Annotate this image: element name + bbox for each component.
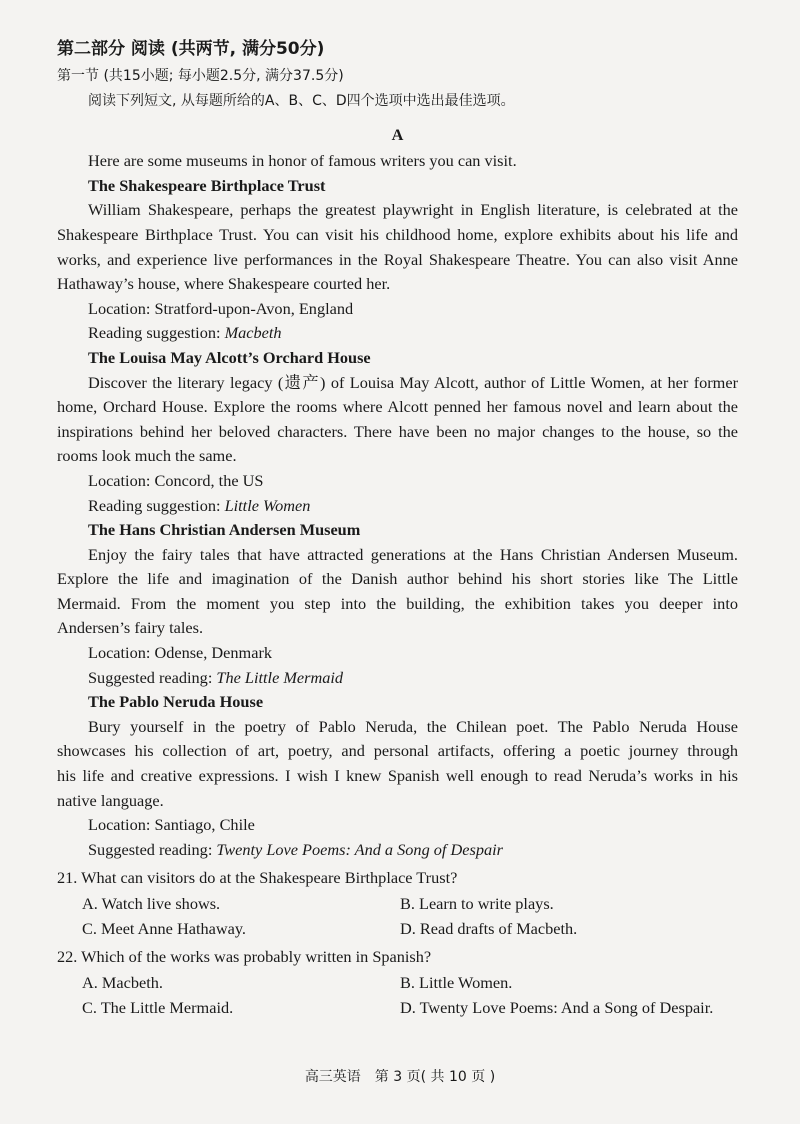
paragraph-line: works, and experience live performances in the Royal Shakespeare Theatre. You can also visit Anne — [57, 249, 738, 269]
reading-suggestion — [57, 321, 738, 346]
page-footer: 高三英语 第 3 页( 共 10 页 ) — [304, 1069, 496, 1085]
option-row — [57, 891, 738, 916]
paragraph-line: his life and creative expressions. I wish I knew Spanish well enough to read Neruda’s works in his — [57, 766, 738, 786]
answer-option: A. Watch live shows. — [82, 894, 221, 913]
reading-suggestion — [57, 494, 738, 519]
paragraph-line: native language. — [57, 790, 164, 810]
paragraph-line: Mermaid. From the moment you step into the building, the exhibition takes you deeper into — [57, 593, 738, 613]
question-stem: 22. Which of the works was probably written in Spanish? — [57, 947, 432, 966]
museum-heading — [57, 690, 738, 715]
museum-location: Location: Concord, the US — [88, 470, 264, 490]
museum-heading — [57, 346, 738, 371]
museum-name: The Shakespeare Birthplace Trust — [88, 175, 326, 195]
reading-title: The Little Mermaid — [216, 667, 344, 687]
paragraph-line: showcases his collection of art, poetry, and personal artifacts, offering a poetic journey through — [57, 741, 738, 761]
option-row — [57, 970, 738, 995]
museum-name: The Louisa May Alcott’s Orchard House — [88, 347, 371, 367]
reading-suggestion — [57, 666, 738, 691]
paragraph-line: Shakespeare Birthplace Trust. You can visit his childhood home, explore exhibits about his life and — [57, 224, 738, 244]
paragraph-line: Bury yourself in the poetry of Pablo Neruda, the Chilean poet. The Pablo Neruda House — [88, 716, 738, 736]
passage-label: A — [391, 125, 404, 145]
reading-suggestion — [57, 838, 738, 863]
exam-page — [57, 34, 738, 1020]
option-row — [57, 916, 738, 941]
reading-label: Reading suggestion: — [88, 323, 225, 343]
reading-title: Macbeth — [224, 323, 282, 343]
question-list — [57, 866, 738, 1019]
reading-label: Suggested reading: — [88, 667, 217, 687]
museum-name: The Pablo Neruda House — [88, 692, 264, 712]
passage-intro: Here are some museums in honor of famous writers you can visit. — [88, 151, 517, 171]
answer-option: D. Twenty Love Poems: And a Song of Despair. — [400, 997, 714, 1017]
answer-option: C. The Little Mermaid. — [82, 997, 234, 1017]
museum-heading — [57, 518, 738, 543]
paragraph-line: Enjoy the fairy tales that have attracted generations at the Hans Christian Andersen Museum. — [88, 544, 738, 564]
reading-title: Twenty Love Poems: And a Song of Despair — [216, 839, 503, 859]
museum-list — [57, 174, 738, 863]
paragraph-line: Discover the literary legacy (遗产) of Louisa May Alcott, author of Little Women, at her former — [88, 372, 738, 392]
museum-name: The Hans Christian Andersen Museum — [88, 520, 361, 540]
reading-label: Reading suggestion: — [88, 495, 225, 515]
section-title: 第一节 (共15小题; 每小题2.5分, 满分37.5分) — [57, 68, 344, 84]
option-row — [57, 995, 738, 1020]
answer-option: B. Little Women. — [400, 972, 513, 992]
paragraph-line: home, Orchard House. Explore the rooms where Alcott penned her famous novel and learn about the — [57, 397, 738, 417]
answer-option: B. Learn to write plays. — [400, 894, 554, 913]
paragraph-line: Explore the life and imagination of the Danish author behind his short stories like The Little — [57, 569, 738, 589]
answer-option: A. Macbeth. — [82, 972, 163, 992]
answer-option: C. Meet Anne Hathaway. — [82, 919, 246, 938]
paragraph-line: Andersen’s fairy tales. — [57, 618, 204, 638]
paragraph-line: inspirations behind her beloved characters. There have been no major changes to the house, so the — [57, 421, 738, 441]
reading-label: Suggested reading: — [88, 839, 217, 859]
answer-option: D. Read drafts of Macbeth. — [400, 919, 578, 938]
museum-location: Location: Odense, Denmark — [88, 643, 273, 663]
reading-title: Little Women — [224, 495, 311, 515]
paragraph-line: rooms look much the same. — [57, 446, 237, 466]
question-stem: 21. What can visitors do at the Shakespeare Birthplace Trust? — [57, 868, 458, 888]
museum-location: Location: Santiago, Chile — [88, 815, 255, 835]
part-title: 第二部分 阅读 (共两节, 满分50分) — [57, 39, 325, 59]
instruction: 阅读下列短文, 从每题所给的A、B、C、D四个选项中选出最佳选项。 — [88, 92, 515, 109]
paragraph-line: Hathaway’s house, where Shakespeare courted her. — [57, 274, 391, 294]
paragraph-line: William Shakespeare, perhaps the greatest playwright in English literature, is celebrated at the — [88, 200, 738, 220]
museum-heading — [57, 174, 738, 199]
museum-location: Location: Stratford-upon-Avon, England — [88, 298, 354, 318]
